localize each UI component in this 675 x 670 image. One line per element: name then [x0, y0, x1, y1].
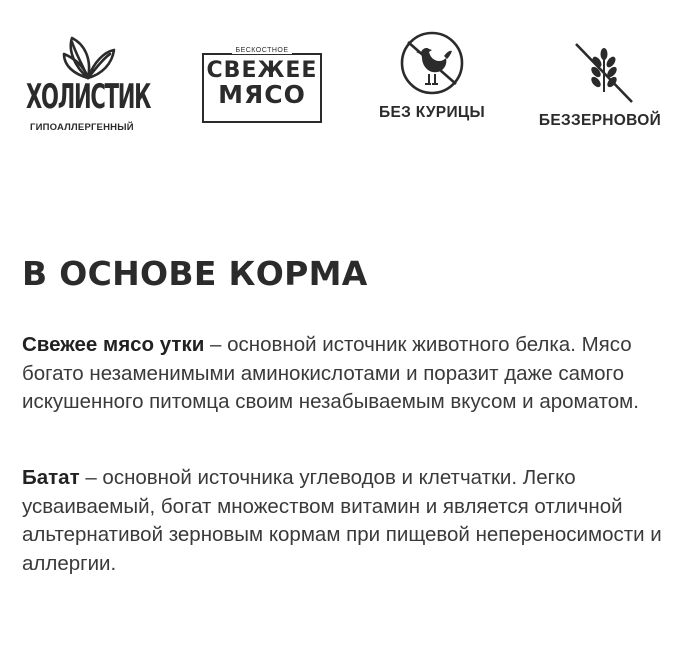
paragraph-sweet-potato: [22, 464, 662, 578]
section-heading: В ОСНОВЕ КОРМА: [22, 254, 368, 293]
fresh-meat-stamp: [202, 47, 324, 123]
fresh-meat-top-label: БЕСКОСТНОЕ: [232, 47, 291, 54]
paragraph-duck-bold: Свежее мясо утки: [22, 333, 205, 356]
fresh-meat-line1: СВЕЖЕЕ: [206, 58, 318, 83]
holistic-subtitle: ГИПОАЛЛЕРГЕННЫЙ: [30, 122, 134, 133]
crossed-chicken-icon: [399, 30, 465, 96]
leaves-icon: [60, 36, 116, 82]
paragraph-duck-text: – основной источник животного белка. Мясо богато незаменимыми аминокислотами и поразит даже самого искушенного питомца своим незабываемым вкусом и ароматом.: [22, 333, 639, 413]
paragraph-sweet-potato-bold: Батат: [22, 466, 80, 489]
crossed-wheat-icon: [574, 42, 634, 104]
no-chicken-badge: [372, 30, 492, 122]
paragraph-duck: [22, 331, 662, 417]
holistic-title: ХОЛИСТИК: [26, 77, 151, 117]
grain-free-badge: [530, 30, 670, 130]
feature-badges: [0, 0, 675, 160]
no-chicken-label: БЕЗ КУРИЦЫ: [379, 104, 485, 121]
grain-free-label: БЕЗЗЕРНОВОЙ: [538, 112, 662, 129]
paragraph-sweet-potato-text: – основной источника углеводов и клетчатки. Легко усваиваемый, богат множеством витамин и является отличной альтернативой зерновым кормам при пищевой непереносимости и аллергии.: [22, 466, 662, 575]
fresh-meat-line2: МЯСО: [218, 80, 306, 109]
